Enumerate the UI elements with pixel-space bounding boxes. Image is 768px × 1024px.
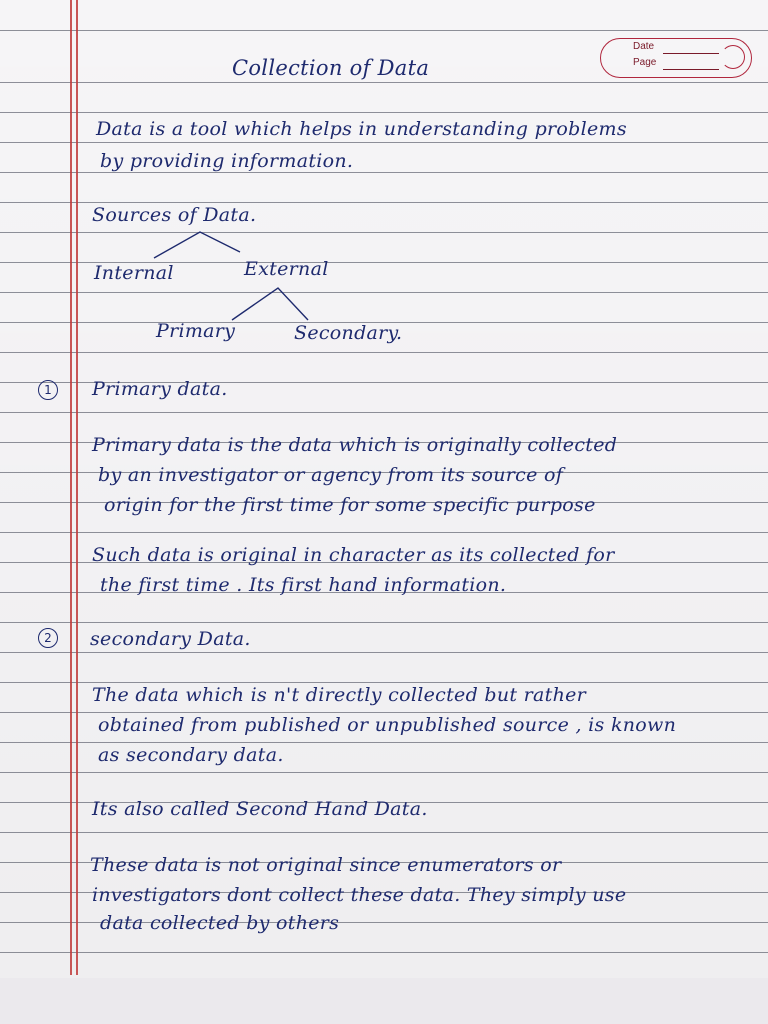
intro-line-2: by providing information. — [100, 150, 354, 172]
section-2-para-3-line-3: data collected by others — [100, 912, 340, 934]
section-2-heading: secondary Data. — [90, 628, 251, 650]
sources-internal: Internal — [94, 262, 174, 284]
stamp-page-label: Page — [633, 57, 657, 68]
intro-line-1: Data is a tool which helps in understanding problems — [96, 118, 627, 140]
section-2-para-1-line-1: The data which is n't directly collected but rather — [92, 684, 587, 706]
section-1-para-1-line-2: by an investigator or agency from its source of — [98, 464, 564, 486]
sources-primary: Primary — [156, 320, 236, 342]
section-2-para-3-line-1: These data is not original since enumerators or — [90, 854, 562, 876]
sources-external: External — [244, 258, 329, 280]
section-2-para-2: Its also called Second Hand Data. — [92, 798, 428, 820]
section-1-heading: Primary data. — [92, 378, 228, 400]
section-1-para-1-line-1: Primary data is the data which is originally collected — [92, 434, 618, 456]
sources-secondary: Secondary. — [294, 322, 403, 344]
section-2-number: 2 — [38, 628, 58, 648]
tree-branch-external — [232, 288, 308, 320]
section-1-number: 1 — [38, 380, 58, 400]
section-1-para-1-line-3: origin for the first time for some specific purpose — [104, 494, 596, 516]
section-2-para-1-line-3: as secondary data. — [98, 744, 284, 766]
section-2-para-1-line-2: obtained from published or unpublished source , is known — [98, 714, 677, 736]
tree-branch-sources — [154, 232, 240, 258]
section-1-para-2-line-1: Such data is original in character as its collected for — [92, 544, 615, 566]
section-2-para-3-line-2: investigators dont collect these data. They simply use — [92, 884, 627, 906]
sources-heading: Sources of Data. — [92, 204, 257, 226]
stamp-date-label: Date — [633, 41, 655, 52]
section-1-para-2-line-2: the first time . Its first hand information. — [100, 574, 507, 596]
page-title: Collection of Data — [232, 56, 430, 80]
